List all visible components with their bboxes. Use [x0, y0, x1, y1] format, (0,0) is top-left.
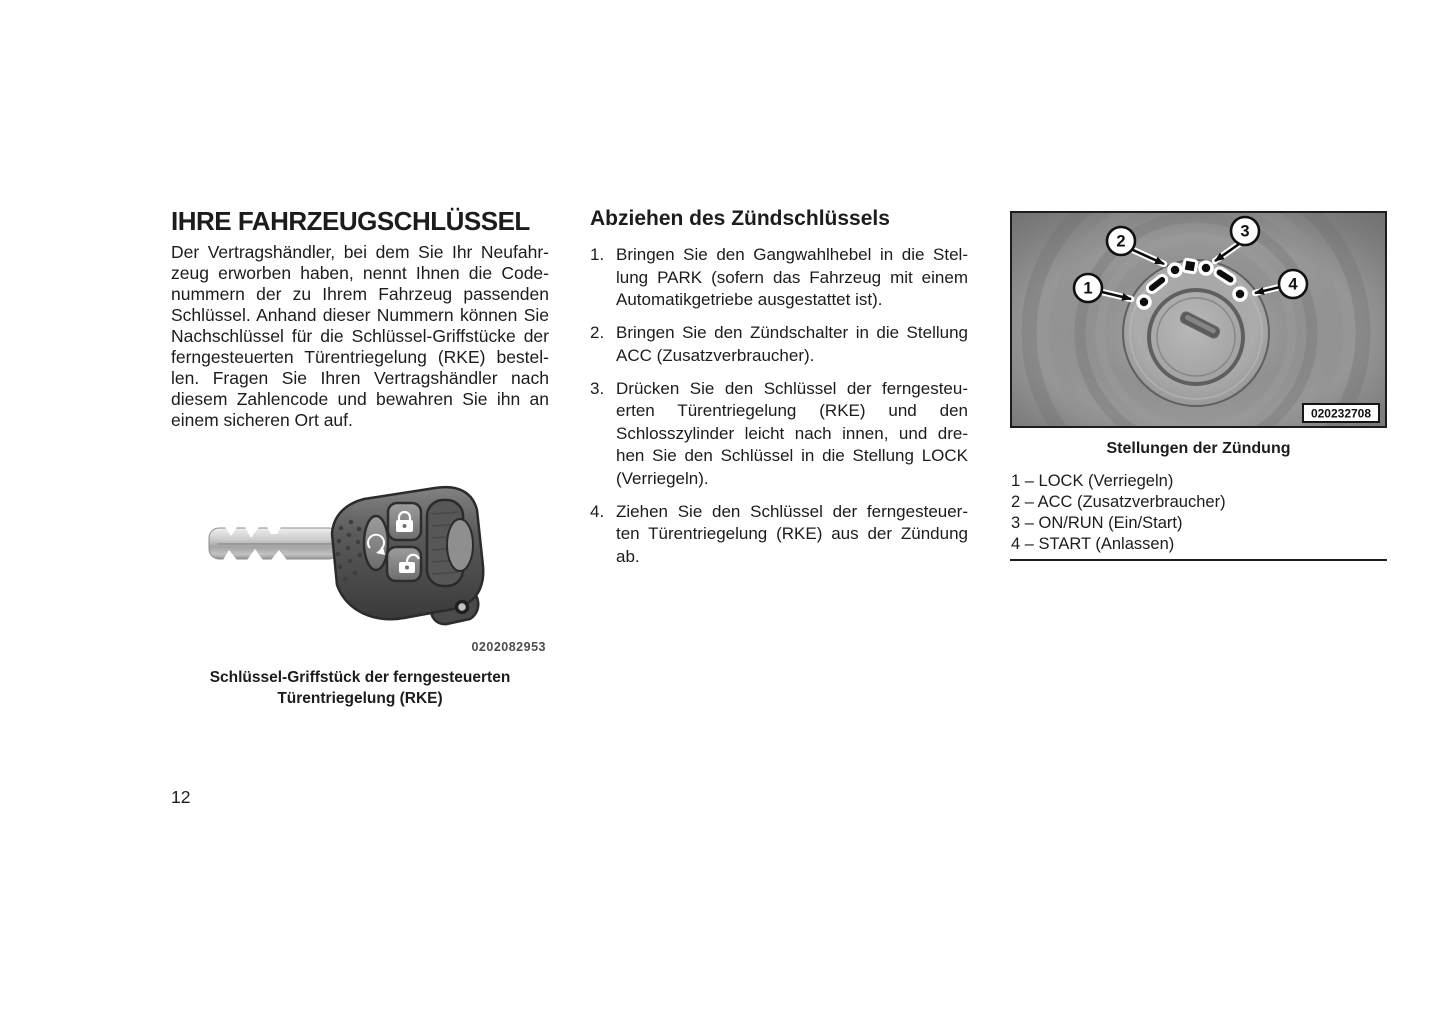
right-column	[1010, 211, 1387, 561]
ignition-key-removal-steps	[590, 244, 968, 568]
key-ring-hole	[457, 602, 468, 613]
photo-code-label: 020232708	[1310, 406, 1372, 421]
key-blade	[209, 527, 339, 560]
key-fob-figure	[171, 448, 549, 709]
callout-2-label: 2	[1116, 232, 1126, 251]
legend-item-lock: 1 – LOCK (Verriegeln)	[1011, 472, 1174, 490]
mark-acc	[1169, 264, 1181, 276]
mark-on-run	[1200, 262, 1212, 274]
legend-item-on-run: 3 – ON/RUN (Ein/Start)	[1011, 514, 1183, 532]
page-number: 12	[171, 787, 191, 807]
ignition-position-legend	[1011, 471, 1387, 555]
ignition-photo	[1012, 213, 1385, 426]
step-text: Bringen Sie den Gangwahlhebel in die Stel- lung PARK (sofern das Fahrzeug mit einem Automatikgetriebe ausgestattet ist).	[616, 245, 968, 309]
callout-1-label: 1	[1083, 279, 1093, 298]
step-number: 3.	[590, 378, 605, 398]
callout-3-label: 3	[1240, 222, 1250, 241]
step-number: 1.	[590, 245, 605, 264]
step-number: 2.	[590, 323, 605, 342]
step-text: Ziehen Sie den Schlüssel der ferngesteuer- ten Türentriegelung (RKE) aus der Zündung ab.	[616, 501, 968, 566]
subsection-title: Abziehen des Zündschlüssels	[590, 207, 890, 230]
step-item-3	[590, 378, 968, 491]
step-item-4	[590, 501, 968, 569]
section-title: IHRE FAHRZEUGSCHLÜSSEL	[171, 206, 530, 236]
middle-column	[590, 206, 968, 568]
ignition-figure-caption: Stellungen der Zündung	[1106, 440, 1291, 457]
unlock-button	[387, 547, 421, 581]
key-fob-illustration	[171, 448, 548, 653]
section-end-rule	[1010, 559, 1387, 561]
step-text: Bringen Sie den Zündschalter in die Stellung ACC (Zusatzverbraucher).	[616, 323, 968, 365]
step-item-2	[590, 322, 968, 367]
ignition-switch-figure	[1010, 211, 1387, 428]
mark-lock	[1138, 296, 1150, 308]
legend-item-start: 4 – START (Anlassen)	[1011, 535, 1175, 553]
mark-start	[1234, 288, 1246, 300]
step-item-1	[590, 244, 968, 312]
photo-code	[1303, 404, 1379, 422]
step-text: Drücken Sie den Schlüssel der ferngesteu- erten Türentriegelung (RKE) und den Schlosszylinder leicht nach innen, und dre- hen Sie den Schlüssel in die Stellung LOCK (Verriegeln).	[616, 378, 968, 488]
left-column	[171, 205, 549, 431]
lock-button	[388, 503, 421, 540]
figure-code: 0202082953	[471, 640, 546, 653]
step-number: 4.	[590, 501, 605, 521]
intro-paragraph: Der Vertragshändler, bei dem Sie Ihr Neufahr- zeug erworben haben, nennt Ihnen die Code- nummern der zu Ihrem Fahrzeug passenden Schlüssel. Anhand dieser Nummern können Sie Nachschlüssel für die Schlüssel-Griffstücke der ferngesteuerten Türentriegelung (RKE) bestel- len. Fragen Sie Ihren Vertragshändler nach diesem Zahlencode und bewahren Sie ihn an einem sicheren Ort auf.	[171, 242, 549, 430]
callout-4-label: 4	[1288, 275, 1298, 294]
legend-item-acc: 2 – ACC (Zusatzverbraucher)	[1011, 493, 1226, 511]
ignition-cylinder	[1149, 290, 1243, 384]
key-figure-caption: Schlüssel-Griffstück der ferngesteuerten Türentriegelung (RKE)	[209, 669, 511, 707]
remote-start-button	[364, 516, 388, 570]
